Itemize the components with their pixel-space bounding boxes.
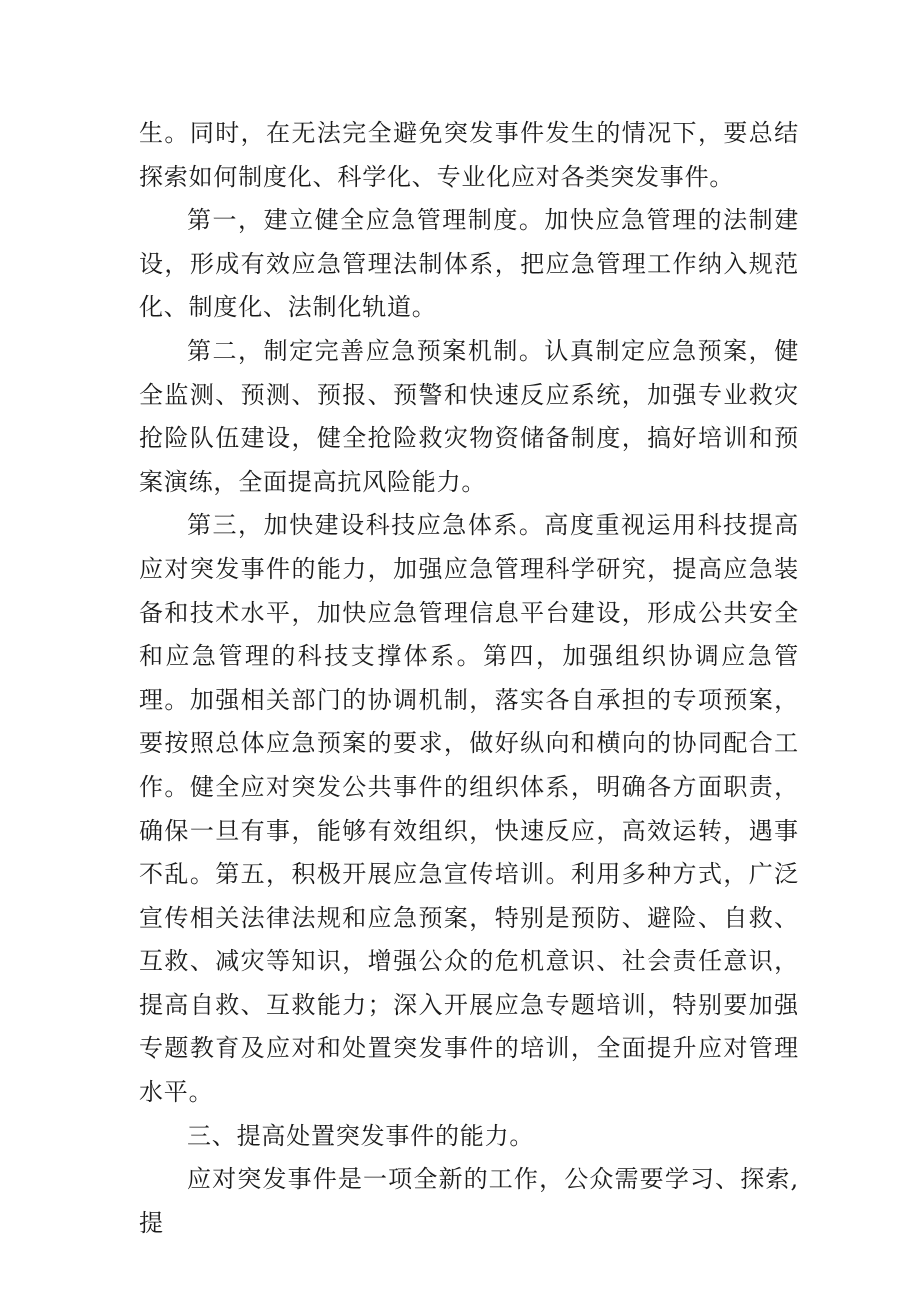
paragraph-first-measure: 第一，建立健全应急管理制度。加快应急管理的法制建设，形成有效应急管理法制体系，把应急管理工作纳入规范化、制度化、法制化轨道。 — [139, 206, 799, 322]
paragraph-final: 应对突发事件是一项全新的工作，公众需要学习、探索,提 — [139, 1165, 799, 1237]
section-heading-three: 三、提高处置突发事件的能力。 — [187, 1121, 535, 1150]
document-body — [139, 112, 799, 1245]
paragraph-continuation: 生。同时，在无法完全避免突发事件发生的情况下，要总结探索如何制度化、科学化、专业化应对各类突发事件。 — [139, 119, 799, 191]
paragraph-second-measure: 第二，制定完善应急预案机制。认真制定应急预案，健全监测、预测、预报、预警和快速反应系统，加强专业救灾抢险队伍建设，健全抢险救灾物资储备制度，搞好培训和预案演练，全面提高抗风险能力。 — [139, 336, 799, 496]
paragraph-third-to-fifth-measures: 第三，加快建设科技应急体系。高度重视运用科技提高应对突发事件的能力，加强应急管理科学研究，提高应急装备和技术水平，加快应急管理信息平台建设，形成公共安全和应急管理的科技支撑体系。第四，加强组织协调应急管理。加强相关部门的协调机制，落实各自承担的专项预案，要按照总体应急预案的要求，做好纵向和横向的协同配合工作。健全应对突发公共事件的组织体系，明确各方面职责，确保一旦有事，能够有效组织，快速反应，高效运转，遇事不乱。第五，积极开展应急宣传培训。利用多种方式，广泛宣传相关法律法规和应急预案，特别是预防、避险、自救、互救、减灾等知识，增强公众的危机意识、社会责任意识，提高自救、互救能力；深入开展应急专题培训，特别要加强专题教育及应对和处置突发事件的培训，全面提升应对管理水平。 — [139, 511, 799, 1107]
